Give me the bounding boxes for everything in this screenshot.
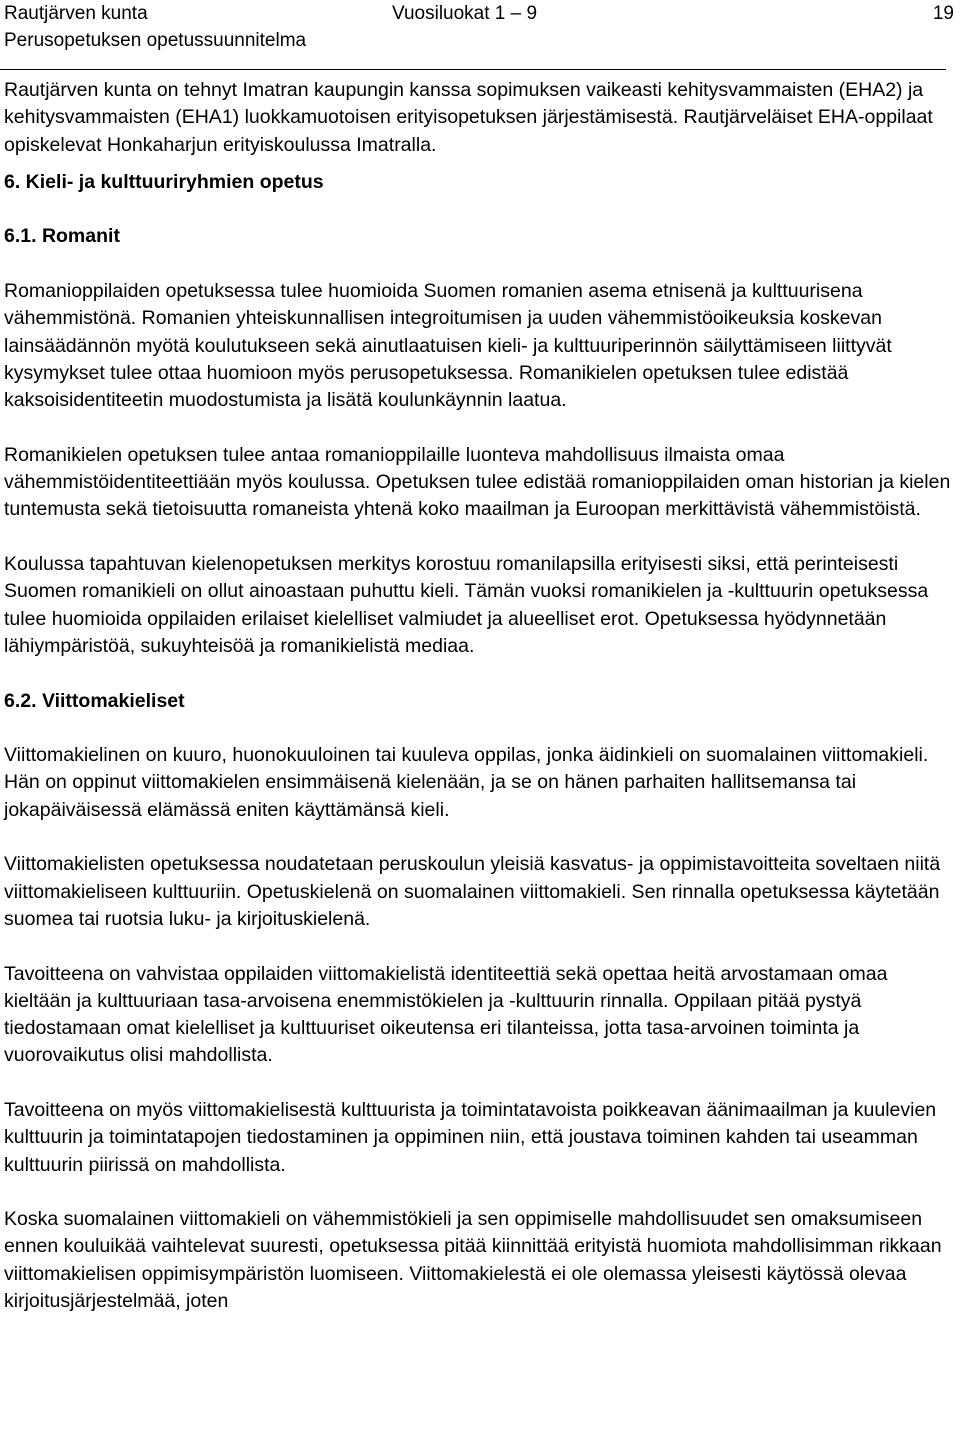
romanit-paragraph-1: Romanioppilaiden opetuksessa tulee huomioida Suomen romanien asema etnisenä ja kulttuurisena vähemmistönä. Romanien yhteiskunnallisen integroitumisen ja uuden vähemmistöoikeuksia koskevan lainsäädännön myötä koulutukseen sekä ainutlaatuisen kieli- ja kulttuuriperinnön säilyttämiseen liittyvät kysymykset tulee ottaa huomioon myös perusopetuksessa. Romanikielen opetuksen tulee edistää kaksoisidentiteetin muodostumista ja lisätä koulunkäynnin laatua. xyxy=(4,280,892,412)
header-divider xyxy=(0,69,946,70)
section-6-heading: 6. Kieli- ja kulttuuriryhmien opetus xyxy=(4,170,324,193)
section-6-2-heading: 6.2. Viittomakieliset xyxy=(4,689,185,712)
header-grades: Vuosiluokat 1 – 9 xyxy=(392,3,538,24)
viittomakieliset-paragraph-1: Viittomakielinen on kuuro, huonokuuloinen tai kuuleva oppilas, jonka äidinkieli on suomalainen viittomakieli. Hän on oppinut viittomakielen ensimmäisenä kielenään, ja se on hänen parhaiten hallitsemansa tai jokapäiväisessä elämässä eniten käyttämänsä kieli. xyxy=(4,744,929,821)
viittomakieliset-paragraph-5: Koska suomalainen viittomakieli on vähemmistökieli ja sen oppimiselle mahdollisuudet sen omaksumiseen ennen kouluikää vaihtelevat suuresti, opetuksessa pitää kiinnittää erityistä huomiota mahdollisimman rikkaan viittomakielisen oppimisympäristön luomiseen. Viittomakielestä ei ole olemassa yleisesti käytössä olevaa kirjoitusjärjestelmää, joten xyxy=(4,1208,942,1313)
header-curriculum-title: Perusopetuksen opetussuunnitelma xyxy=(4,30,307,51)
page-number: 19 xyxy=(932,3,954,24)
viittomakieliset-paragraph-2: Viittomakielisten opetuksessa noudatetaan peruskoulun yleisiä kasvatus- ja oppimistavoitteita soveltaen niitä viittomakieliseen kulttuuriin. Opetuskielenä on suomalainen viittomakieli. Sen rinnalla opetuksessa käytetään suomea tai ruotsia luku- ja kirjoituskielenä. xyxy=(4,853,941,930)
romanit-paragraph-2: Romanikielen opetuksen tulee antaa romanioppilaille luonteva mahdollisuus ilmaista omaa vähemmistöidentiteettiään myös koulussa. Opetuksen tulee edistää romanioppilaiden oman historian ja kielen tuntemusta sekä tietoisuutta romaneista yhtenä koko maailman ja Euroopan merkittävistä vähemmistöistä. xyxy=(4,443,951,521)
intro-paragraph: Rautjärven kunta on tehnyt Imatran kaupungin kanssa sopimuksen vaikeasti kehitysvammaisten (EHA2) ja kehitysvammaisten (EHA1) luokkamuotoisen erityisopetuksen järjestämisestä. Rautjärveläiset EHA-oppilaat opiskelevat Honkaharjun erityiskoulussa Imatralla. xyxy=(4,79,933,156)
document-body xyxy=(4,77,954,1315)
viittomakieliset-paragraph-3: Tavoitteena on vahvistaa oppilaiden viittomakielistä identiteettiä sekä opettaa heitä arvostamaan omaa kieltään ja kulttuuriaan tasa-arvoisena enemmistökielen ja -kulttuurin rinnalla. Oppilaan pitää pystyä tiedostamaan omat kielelliset ja kulttuuriset oikeutensa eri tilanteissa, jotta tasa-arvoinen toiminta ja vuorovaikutus olisi mahdollista. xyxy=(4,962,888,1067)
viittomakieliset-paragraph-4: Tavoitteena on myös viittomakielisestä kulttuurista ja toimintatavoista poikkeavan äänimaailman ja kuulevien kulttuurin ja toimintatapojen tiedostaminen ja oppiminen niin, että joustava toiminen kahden tai useamman kulttuurin piirissä on mahdollista. xyxy=(4,1098,937,1176)
section-6-1-heading: 6.1. Romanit xyxy=(4,225,120,248)
page-header xyxy=(0,0,960,72)
header-organization: Rautjärven kunta xyxy=(4,3,148,24)
romanit-paragraph-3: Koulussa tapahtuvan kielenopetuksen merkitys korostuu romanilapsilla erityisesti siksi, että perinteisesti Suomen romanikieli on ollut ainoastaan puhuttu kieli. Tämän vuoksi romanikielen ja -kulttuurin opetuksessa tulee huomioida oppilaiden erilaiset kielelliset valmiudet ja alueelliset erot. Opetuksessa hyödynnetään lähiympäristöä, sukuyhteisöä ja romanikielistä mediaa. xyxy=(4,553,929,657)
